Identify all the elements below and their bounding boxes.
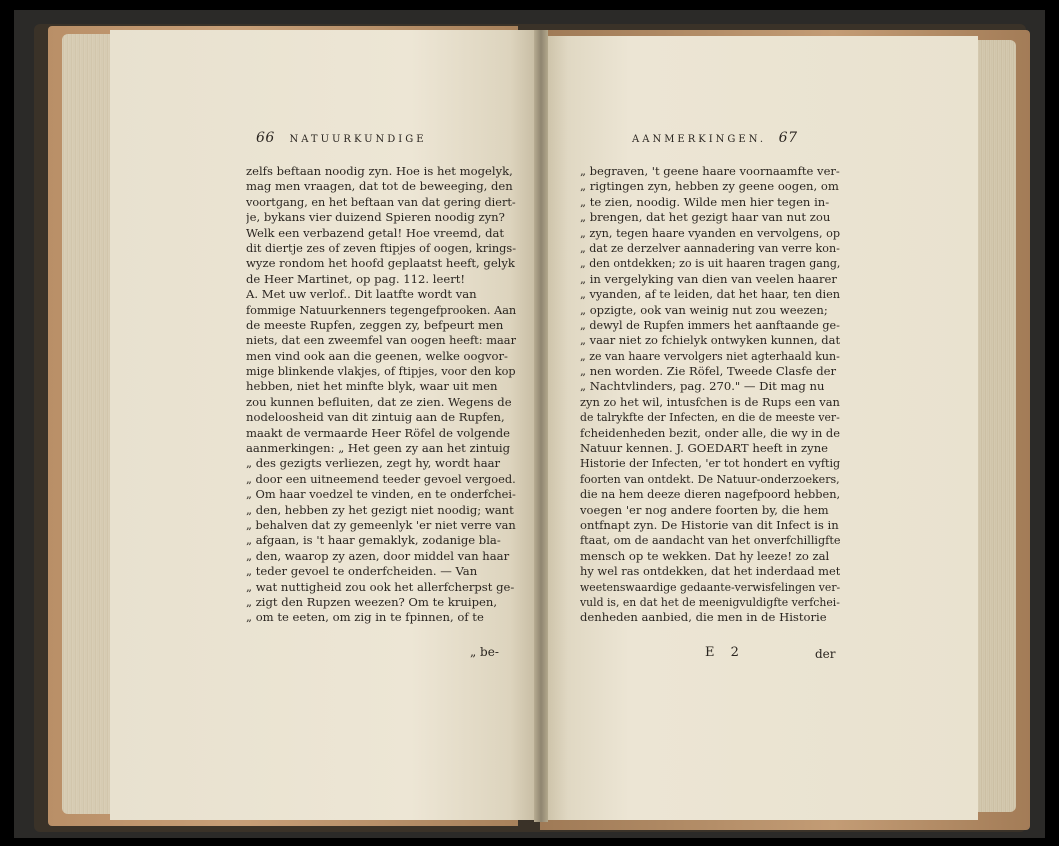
text-line: „ nen worden. Zie Röfel, Tweede Clasfe der bbox=[580, 364, 837, 379]
text-line: voegen 'er nog andere foorten by, die hem bbox=[580, 502, 829, 517]
text-line: mige blinkende vlakjes, of ftipjes, voor den kop bbox=[246, 364, 516, 379]
text-line: „ behalven dat zy gemeenlyk 'er niet verre van bbox=[246, 517, 516, 532]
right-page-number: 67 bbox=[778, 130, 798, 146]
text-line: weetenswaardige gedaante-verwisfelingen ver- bbox=[580, 579, 840, 594]
text-line: Welk een verbazend getal! Hoe vreemd, dat bbox=[246, 225, 505, 240]
left-catchword: „ be- bbox=[470, 645, 499, 659]
text-line: fcheidenheden bezit, onder alle, die wy in de bbox=[580, 425, 841, 440]
left-page-body bbox=[246, 164, 516, 626]
text-line: ftaat, om de aandacht van het onverfchilligfte bbox=[580, 533, 841, 548]
text-line: denheden aanbied, die men in de Historie bbox=[580, 610, 827, 625]
text-line: „ afgaan, is 't haar gemaklyk, zodanige bla- bbox=[246, 533, 501, 548]
text-line: „ den, hebben zy het gezigt niet noodig; want bbox=[246, 502, 514, 517]
text-line: „ dat ze derzelver aannadering van verre kon- bbox=[580, 240, 840, 255]
text-line: je, bykans vier duizend Spieren noodig zyn? bbox=[246, 210, 505, 225]
right-running-head: AANMERKINGEN. bbox=[632, 134, 767, 145]
text-line: „ teder gevoel te onderfcheiden. — Van bbox=[246, 564, 478, 579]
text-line: hy wel ras ontdekken, dat het inderdaad met bbox=[580, 564, 841, 579]
text-line: „ des gezigts verliezen, zegt hy, wordt haar bbox=[246, 456, 501, 471]
text-line: „ zigt den Rupzen weezen? Om te kruipen, bbox=[246, 594, 497, 609]
text-line: „ Nachtvlinders, pag. 270." — Dit mag nu bbox=[580, 379, 825, 394]
text-line: „ rigtingen zyn, hebben zy geene oogen, om bbox=[580, 179, 839, 194]
text-line: Historie der Infecten, 'er tot hondert en vyftig bbox=[580, 456, 840, 471]
text-line: dit diertje zes of zeven ftipjes of oogen, krings- bbox=[246, 240, 516, 255]
text-line: „ vaar niet zo fchielyk ontwyken kunnen, dat bbox=[580, 333, 841, 348]
text-line: foorten van ontdekt. De Natuur-onderzoekers, bbox=[580, 471, 840, 486]
text-line: „ ze van haare vervolgers niet agterhaald kun- bbox=[580, 348, 840, 363]
left-running-head: NATUURKUNDIGE bbox=[289, 134, 427, 145]
text-line: „ den, waarop zy azen, door middel van haar bbox=[246, 548, 510, 563]
text-line: Natuur kennen. J. GOEDART heeft in zyne bbox=[580, 441, 829, 456]
text-line: „ Om haar voedzel te vinden, en te onderfchei- bbox=[246, 487, 516, 502]
text-line: de Heer Martinet, op pag. 112. leert! bbox=[246, 271, 466, 286]
text-line: „ brengen, dat het gezigt haar van nut zou bbox=[580, 210, 831, 225]
signature-mark: E 2 bbox=[705, 645, 745, 660]
text-line: „ wat nuttigheid zou ook het allerfcherpst ge- bbox=[246, 579, 515, 594]
text-line: die na hem deeze dieren nagefpoord hebben, bbox=[580, 487, 840, 502]
text-line: zelfs beftaan noodig zyn. Hoe is het mogelyk, bbox=[246, 164, 513, 178]
text-line: aanmerkingen: „ Het geen zy aan het zintuig bbox=[246, 441, 511, 456]
text-line: mensch op te wekken. Dat hy leeze! zo zal bbox=[580, 548, 830, 563]
text-line: mag men vraagen, dat tot de beweeging, den bbox=[246, 179, 513, 194]
text-line: de meeste Rupfen, zeggen zy, befpeurt men bbox=[246, 317, 504, 332]
right-catchword: der bbox=[815, 647, 836, 661]
text-line: „ te zien, noodig. Wilde men hier tegen in- bbox=[580, 194, 830, 209]
text-line: ontfnapt zyn. De Historie van dit Infect is in bbox=[580, 517, 839, 532]
text-line: nodeloosheid van dit zintuig aan de Rupfen, bbox=[246, 410, 505, 425]
text-line: „ begraven, 't geene haare voornaamfte ver- bbox=[580, 164, 840, 178]
text-line: zou kunnen befluiten, dat ze zien. Wegens de bbox=[246, 394, 512, 409]
text-line: maakt de vermaarde Heer Röfel de volgende bbox=[246, 425, 510, 440]
text-line: „ opzigte, ook van weinig nut zou weezen; bbox=[580, 302, 828, 317]
left-page-number: 66 bbox=[256, 130, 275, 146]
text-line: „ dewyl de Rupfen immers het aanftaande ge- bbox=[580, 317, 840, 332]
text-line: „ vyanden, af te leiden, dat het haar, ten dien bbox=[580, 287, 840, 302]
left-page-header bbox=[256, 130, 427, 146]
text-line: „ zyn, tegen haare vyanden en vervolgens, op bbox=[580, 225, 840, 240]
text-line: hebben, niet het minfte blyk, waar uit men bbox=[246, 379, 498, 394]
text-line: wyze rondom het hoofd geplaatst heeft, gelyk bbox=[246, 256, 515, 271]
text-line: voortgang, en het beftaan van dat gering diert- bbox=[246, 194, 516, 209]
text-line: „ door een uitneemend teeder gevoel vergoed. bbox=[246, 471, 516, 486]
text-line: vuld is, en dat het de meenigvuldigfte verfchei- bbox=[580, 594, 840, 609]
right-page-body bbox=[580, 164, 840, 626]
book-gutter bbox=[534, 30, 548, 822]
right-page-header bbox=[632, 130, 797, 146]
text-line: de talrykfte der Infecten, en die de meeste ver- bbox=[580, 410, 840, 425]
text-line: „ den ontdekken; zo is uit haaren tragen gang, bbox=[580, 256, 841, 271]
text-line: men vind ook aan die geenen, welke oogvor- bbox=[246, 348, 508, 363]
text-line: niets, dat een zweemfel van oogen heeft: maar bbox=[246, 333, 517, 348]
text-line: zyn zo het wil, intusfchen is de Rups een van bbox=[580, 394, 840, 409]
text-line: „ in vergelyking van dien van veelen haarer bbox=[580, 271, 837, 286]
text-line: fommige Natuurkenners tegengefprooken. Aan bbox=[246, 302, 516, 317]
text-line: A. Met uw verlof.. Dit laatfte wordt van bbox=[246, 287, 477, 302]
text-line: „ om te eeten, om zig in te fpinnen, of te bbox=[246, 610, 484, 625]
